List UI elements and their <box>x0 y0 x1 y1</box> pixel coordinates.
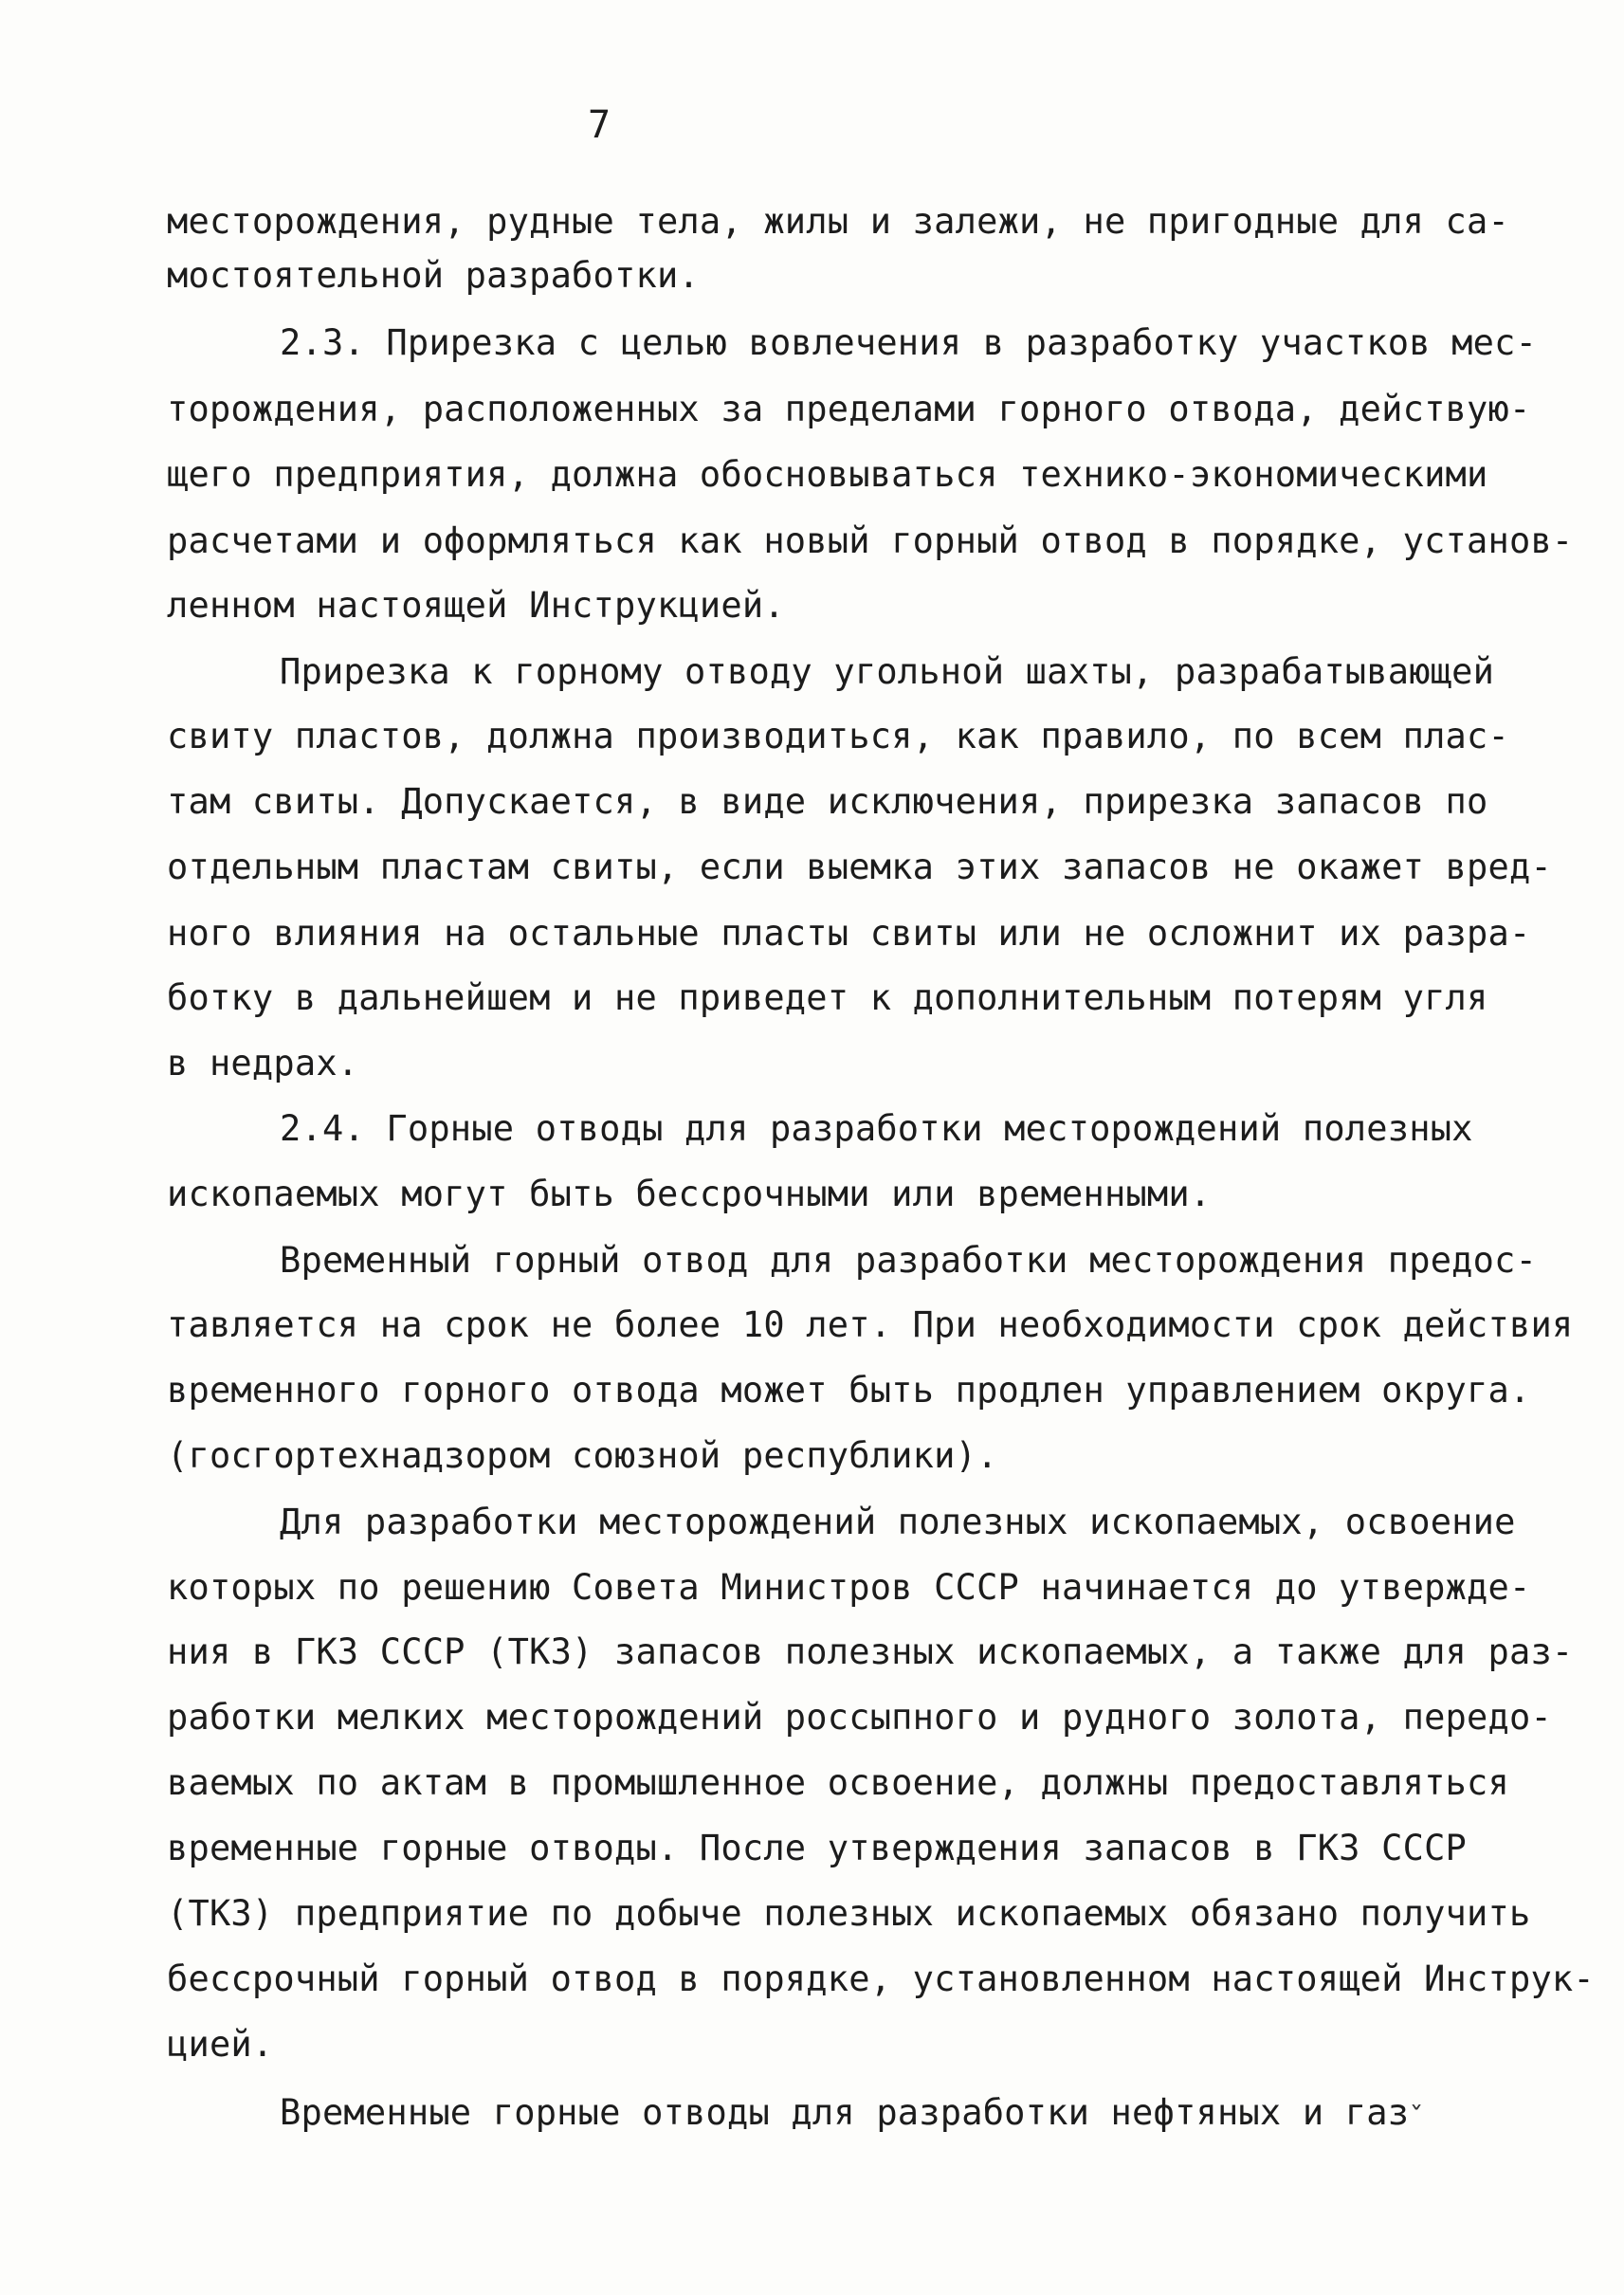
text-line-23: ния в ГКЗ СССР (ТКЗ) запасов полезных ископаемых, а также для раз- <box>167 1631 1574 1672</box>
text-line-1: месторождения, рудные тела, жилы и залежи, не пригодные для са- <box>167 201 1509 242</box>
text-line-14: в недрах. <box>167 1043 359 1084</box>
text-line-25: ваемых по актам в промышленное освоение, должны предоставляться <box>167 1762 1509 1803</box>
text-line-22: которых по решению Совета Министров СССР начинается до утвержде- <box>167 1567 1531 1608</box>
text-line-29: цией. <box>167 2024 274 2065</box>
text-line-30: Временные горные отводы для разработки нефтяных и газ <box>280 2092 1410 2133</box>
text-line-17: Временный горный отвод для разработки месторождения предос- <box>280 1240 1538 1281</box>
text-line-20: (госгортехнадзором союзной республики). <box>167 1435 998 1476</box>
text-line-28: бессрочный горный отвод в порядке, установленном настоящей Инструк- <box>167 1958 1595 1999</box>
text-line-18: тавляется на срок не более 10 лет. При необходимости срок действия <box>167 1304 1574 1345</box>
text-line-21: Для разработки месторождений полезных ископаемых, освоение <box>280 1502 1516 1542</box>
text-line-12: ного влияния на остальные пласты свиты или не осложнит их разра- <box>167 913 1531 954</box>
stray-mark: ˇ <box>1408 2102 1426 2135</box>
text-line-15: 2.4. Горные отводы для разработки месторождений полезных <box>280 1108 1473 1149</box>
text-line-6: расчетами и оформляться как новый горный отвод в порядке, установ- <box>167 520 1574 561</box>
text-line-26: временные горные отводы. После утверждения запасов в ГКЗ СССР <box>167 1828 1468 1868</box>
text-line-16: ископаемых могут быть бессрочными или временными. <box>167 1174 1212 1214</box>
text-line-11: отдельным пластам свиты, если выемка этих запасов не окажет вред- <box>167 847 1552 887</box>
text-line-19: временного горного отвода может быть продлен управлением округа. <box>167 1370 1531 1411</box>
page-number: 7 <box>588 103 611 147</box>
text-line-27: (ТКЗ) предприятие по добыче полезных ископаемых обязано получить <box>167 1893 1531 1934</box>
text-line-5: щего предприятия, должна обосновываться технико-экономическими <box>167 454 1488 495</box>
text-line-8: Прирезка к горному отводу угольной шахты, разрабатывающей <box>280 651 1495 692</box>
text-line-7: ленном настоящей Инструкцией. <box>167 585 785 626</box>
text-line-24: работки мелких месторождений россыпного и рудного золота, передо- <box>167 1697 1552 1738</box>
text-line-4: торождения, расположенных за пределами горного отвода, действую- <box>167 389 1531 429</box>
text-line-3: 2.3. Прирезка с целью вовлечения в разработку участков мес- <box>280 322 1538 363</box>
text-line-2: мостоятельной разработки. <box>167 255 700 296</box>
text-line-9: свиту пластов, должна производиться, как правило, по всем плас- <box>167 716 1509 756</box>
text-line-13: ботку в дальнейшем и не приведет к дополнительным потерям угля <box>167 977 1488 1018</box>
text-line-10: там свиты. Допускается, в виде исключения, прирезка запасов по <box>167 781 1488 822</box>
